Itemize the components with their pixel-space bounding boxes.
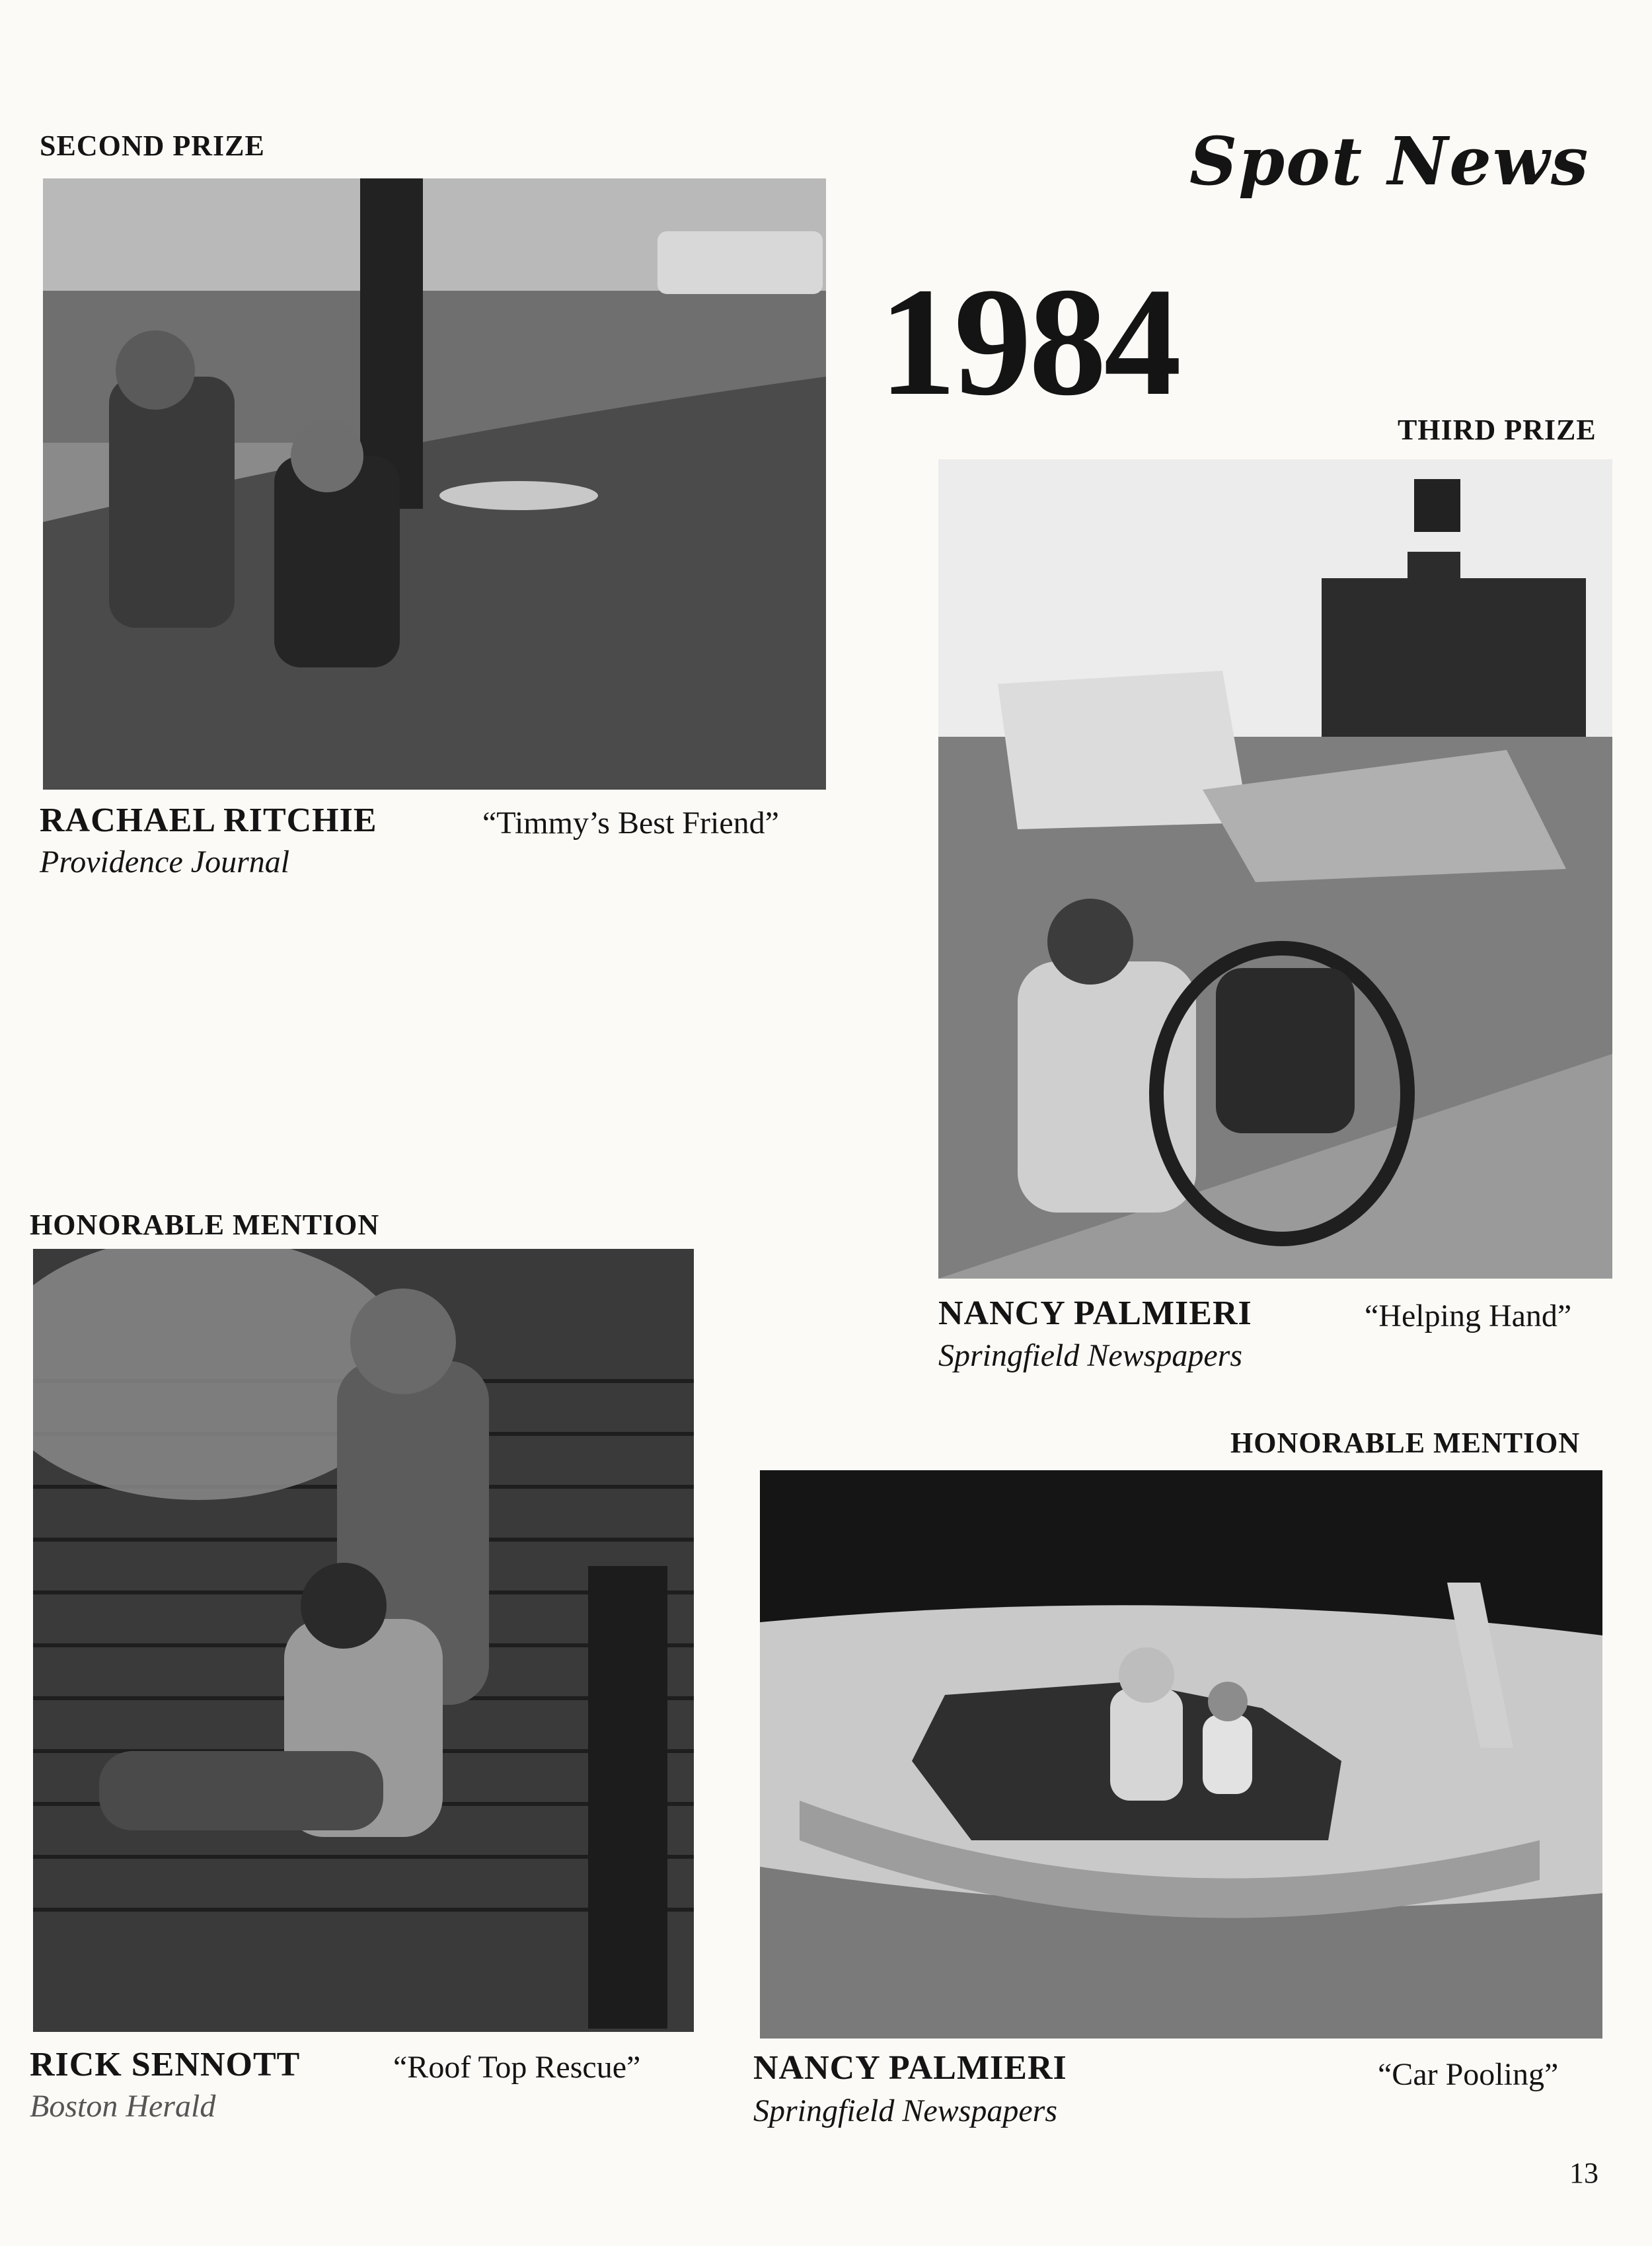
prize-label-honorable-mention: HONORABLE MENTION xyxy=(1230,1427,1581,1459)
photo-image xyxy=(33,1249,694,2032)
publication-name: Springfield Newspapers xyxy=(753,2093,1058,2128)
page-number: 13 xyxy=(1569,2157,1598,2189)
photo-image xyxy=(760,1470,1602,2039)
year-heading: 1984 xyxy=(879,256,1179,428)
photo-title: “Timmy’s Best Friend” xyxy=(482,805,779,841)
photo-helping-hand xyxy=(938,459,1612,1279)
photo-image xyxy=(938,459,1612,1279)
prize-label-second: SECOND PRIZE xyxy=(40,130,265,162)
photographer-name: NANCY PALMIERI xyxy=(753,2049,1067,2087)
photographer-name: RICK SENNOTT xyxy=(30,2046,301,2083)
photo-timmys-best-friend xyxy=(43,178,826,790)
prize-label-honorable-mention: HONORABLE MENTION xyxy=(30,1209,380,1241)
photo-title: “Car Pooling” xyxy=(1378,2057,1559,2092)
publication-name: Providence Journal xyxy=(40,844,290,880)
photo-image xyxy=(43,178,826,790)
prize-label-third: THIRD PRIZE xyxy=(1398,414,1596,446)
photo-title: “Helping Hand” xyxy=(1365,1298,1572,1333)
photo-title: “Roof Top Rescue” xyxy=(393,2050,641,2085)
publication-name: Boston Herald xyxy=(30,2089,216,2124)
photographer-name: NANCY PALMIERI xyxy=(938,1294,1252,1332)
photo-roof-top-rescue xyxy=(33,1249,694,2032)
photo-car-pooling xyxy=(760,1470,1602,2039)
photographer-name: RACHAEL RITCHIE xyxy=(40,802,377,839)
section-title: Spot News xyxy=(1189,122,1590,200)
publication-name: Springfield Newspapers xyxy=(938,1338,1243,1373)
